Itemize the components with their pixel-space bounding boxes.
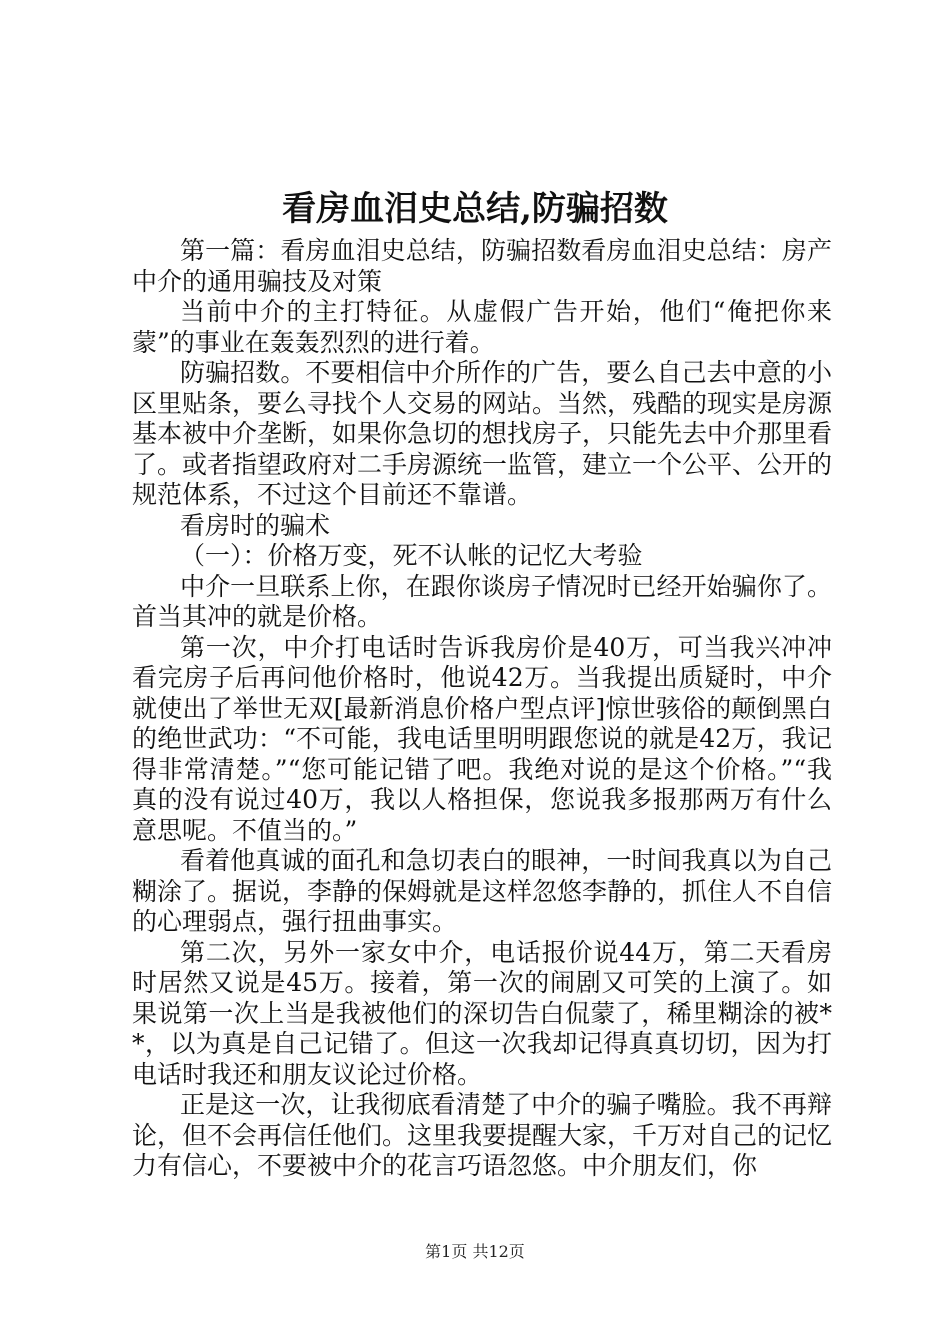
- paragraph: 第一篇：看房血泪史总结，防骗招数看房血泪史总结：房产中介的通用骗技及对策: [132, 236, 832, 296]
- paragraph: 第二次，另外一家女中介，电话报价说44万，第二天看房时居然又说是45万。接着，第一次的闹剧又可笑的上演了。如果说第一次上当是我被他们的深切告白侃蒙了，稀里糊涂的被**，以为真是自己记错了。但这一次我却记得真真切切，因为打电话时我还和朋友议论过价格。: [132, 937, 832, 1089]
- paragraph: 看着他真诚的面孔和急切表白的眼神，一时间我真以为自己糊涂了。据说，李静的保姆就是这样忽悠李静的，抓住人不自信的心理弱点，强行扭曲事实。: [132, 846, 833, 936]
- page-footer: 第1页 共12页: [425, 1242, 525, 1261]
- paragraph: 中介一旦联系上你，在跟你谈房子情况时已经开始骗你了。首当其冲的就是价格。: [132, 571, 832, 631]
- document-body: [132, 236, 832, 1182]
- paragraph: 第一次，中介打电话时告诉我房价是40万，可当我兴冲冲看完房子后再问他价格时，他说42万。当我提出质疑时，中介就使出了举世无双[最新消息价格户型点评]惊世骇俗的颠倒黑白的绝世武功：“不可能，我电话里明明跟您说的就是42万，我记得非常清楚。”“您可能记错了吧。我绝对说的是这个价格。”“我真的没有说过40万，我以人格担保，您说我多报那两万有什么意思呢。不值当的。”: [132, 632, 832, 845]
- paragraph: 正是这一次，让我彻底看清楚了中介的骗子嘴脸。我不再辩论，但不会再信任他们。这里我要提醒大家，千万对自己的记忆力有信心，不要被中介的花言巧语忽悠。中介朋友们，你: [132, 1090, 833, 1180]
- paragraph: 当前中介的主打特征。从虚假广告开始，他们“俺把你来蒙”的事业在轰轰烈烈的进行着。: [132, 297, 832, 357]
- section-heading: 看房时的骗术: [180, 510, 331, 540]
- paragraph: 防骗招数。不要相信中介所作的广告，要么自己去中意的小区里贴条，要么寻找个人交易的网站。当然，残酷的现实是房源基本被中介垄断，如果你急切的想找房子，只能先去中介那里看了。或者指望政府对二手房源统一监管，建立一个公平、公开的规范体系，不过这个目前还不靠谱。: [132, 358, 833, 509]
- subsection-heading: （一）：价格万变，死不认帐的记忆大考验: [180, 541, 643, 570]
- document-title: 看房血泪史总结,防骗招数: [282, 189, 668, 229]
